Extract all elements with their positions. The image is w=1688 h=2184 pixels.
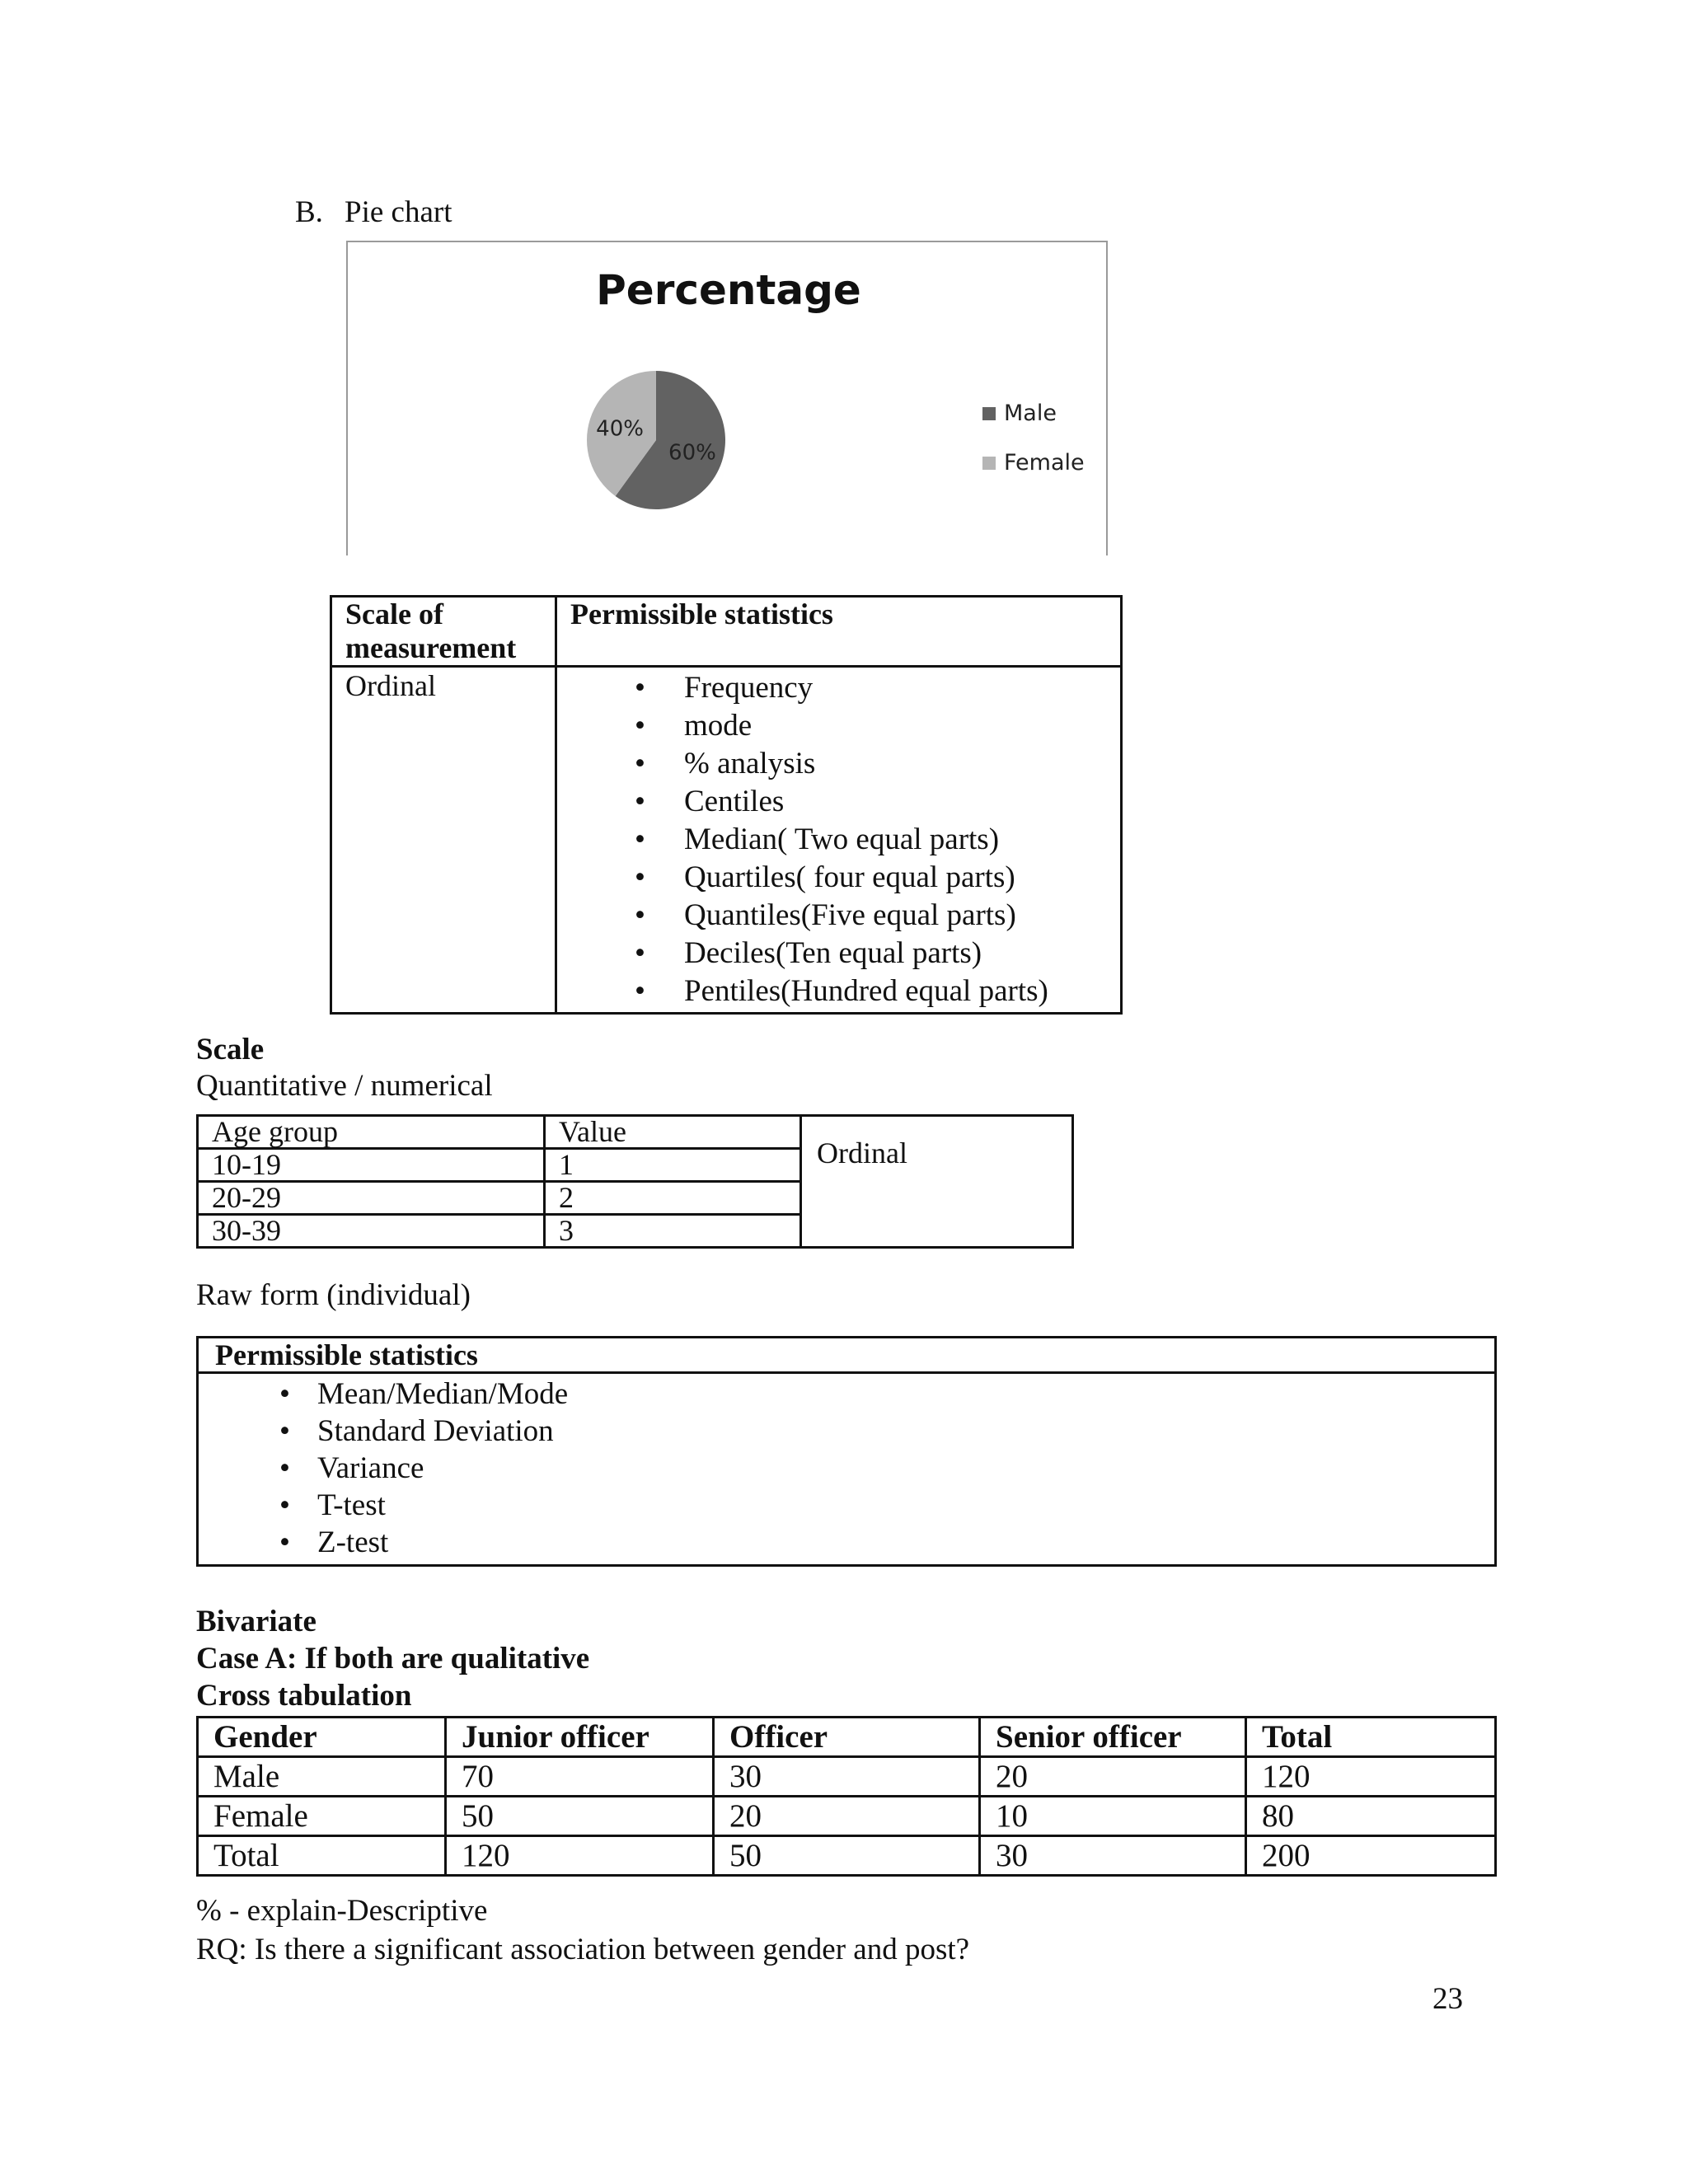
header-age-group: Age group [198, 1116, 545, 1149]
table-cell: 30 [980, 1836, 1246, 1876]
list-item: • Standard Deviation [215, 1413, 1478, 1450]
section-letter: B. [295, 195, 323, 229]
cross-tab-heading: Cross tabulation [196, 1679, 412, 1713]
quantitative-label: Quantitative / numerical [196, 1069, 493, 1103]
bivariate-heading: Bivariate [196, 1605, 316, 1638]
header-scale: Scale of measurement [331, 597, 556, 667]
legend-label: Female [1004, 450, 1085, 476]
list-item: • Mean/Median/Mode [215, 1376, 1478, 1413]
list-item: • mode [570, 707, 1107, 745]
scale-heading: Scale [196, 1033, 265, 1066]
table-row [198, 1836, 1496, 1876]
value-cell: 2 [545, 1182, 801, 1215]
table-cell: Male [198, 1757, 446, 1797]
table-cell: 80 [1246, 1797, 1496, 1836]
list-item: • Deciles(Ten equal parts) [570, 935, 1107, 972]
scale-statistics-table [330, 595, 1123, 1015]
pie-chart [346, 241, 1108, 555]
value-cell: 1 [545, 1149, 801, 1182]
header-value: Value [545, 1116, 801, 1149]
table-row [198, 1373, 1496, 1566]
chart-title: Percentage [596, 266, 861, 314]
table-cell: 50 [446, 1797, 714, 1836]
list-item: • Median( Two equal parts) [570, 821, 1107, 859]
scale-value: Ordinal [331, 667, 556, 1014]
table-row [198, 1757, 1496, 1797]
pie-chart-svg [348, 242, 1109, 557]
table-cell: 120 [446, 1836, 714, 1876]
header-cell: Total [1246, 1718, 1496, 1757]
table-cell: 200 [1246, 1836, 1496, 1876]
legend-label: Male [1004, 401, 1057, 426]
age-cell: 20-29 [198, 1182, 545, 1215]
pie-data-label: 60% [668, 440, 716, 466]
page-number: 23 [1432, 1982, 1463, 2016]
list-item: • Quantiles(Five equal parts) [570, 897, 1107, 935]
table-cell: 70 [446, 1757, 714, 1797]
section-title: Pie chart [345, 195, 452, 229]
raw-statistics-table [196, 1336, 1497, 1567]
table-cell: 120 [1246, 1757, 1496, 1797]
age-group-table [196, 1114, 1074, 1249]
list-item: • T-test [215, 1487, 1478, 1524]
footer-line-1: % - explain-Descriptive [196, 1894, 488, 1928]
cross-tabulation-table [196, 1716, 1497, 1877]
list-item: • Centiles [570, 783, 1107, 821]
table-cell: 50 [714, 1836, 980, 1876]
table-cell: Total [198, 1836, 446, 1876]
list-item: • Pentiles(Hundred equal parts) [570, 972, 1107, 1010]
age-cell: 30-39 [198, 1215, 545, 1248]
statistics-list [215, 1376, 1478, 1561]
list-item: • Variance [215, 1450, 1478, 1487]
header-cell: Junior officer [446, 1718, 714, 1757]
table-header-row [198, 1338, 1496, 1373]
header-cell: Gender [198, 1718, 446, 1757]
header-permissible: Permissible statistics [556, 597, 1122, 667]
header-permissible: Permissible statistics [198, 1338, 1496, 1373]
legend-swatch [982, 407, 996, 420]
table-cell: 10 [980, 1797, 1246, 1836]
table-row [198, 1797, 1496, 1836]
list-item: • % analysis [570, 745, 1107, 783]
list-item: • Quartiles( four equal parts) [570, 859, 1107, 897]
header-cell: Senior officer [980, 1718, 1246, 1757]
statistics-list-cell [556, 667, 1122, 1014]
raw-form-label: Raw form (individual) [196, 1278, 471, 1312]
age-cell: 10-19 [198, 1149, 545, 1182]
table-cell: 20 [980, 1757, 1246, 1797]
pie-data-label: 40% [596, 416, 644, 442]
statistics-list [570, 669, 1107, 1010]
footer-line-2: RQ: Is there a significant association between gender and post? [196, 1933, 970, 1966]
statistics-list-cell [198, 1373, 1496, 1566]
ordinal-label: Ordinal [801, 1116, 1073, 1248]
list-item: • Z-test [215, 1524, 1478, 1561]
table-header-row [331, 597, 1122, 667]
table-cell: 30 [714, 1757, 980, 1797]
table-header-row [198, 1116, 1073, 1149]
case-heading: Case A: If both are qualitative [196, 1642, 590, 1675]
value-cell: 3 [545, 1215, 801, 1248]
list-item: • Frequency [570, 669, 1107, 707]
table-cell: 20 [714, 1797, 980, 1836]
header-cell: Officer [714, 1718, 980, 1757]
table-row [331, 667, 1122, 1014]
table-header-row [198, 1718, 1496, 1757]
table-cell: Female [198, 1797, 446, 1836]
legend-swatch [982, 457, 996, 470]
